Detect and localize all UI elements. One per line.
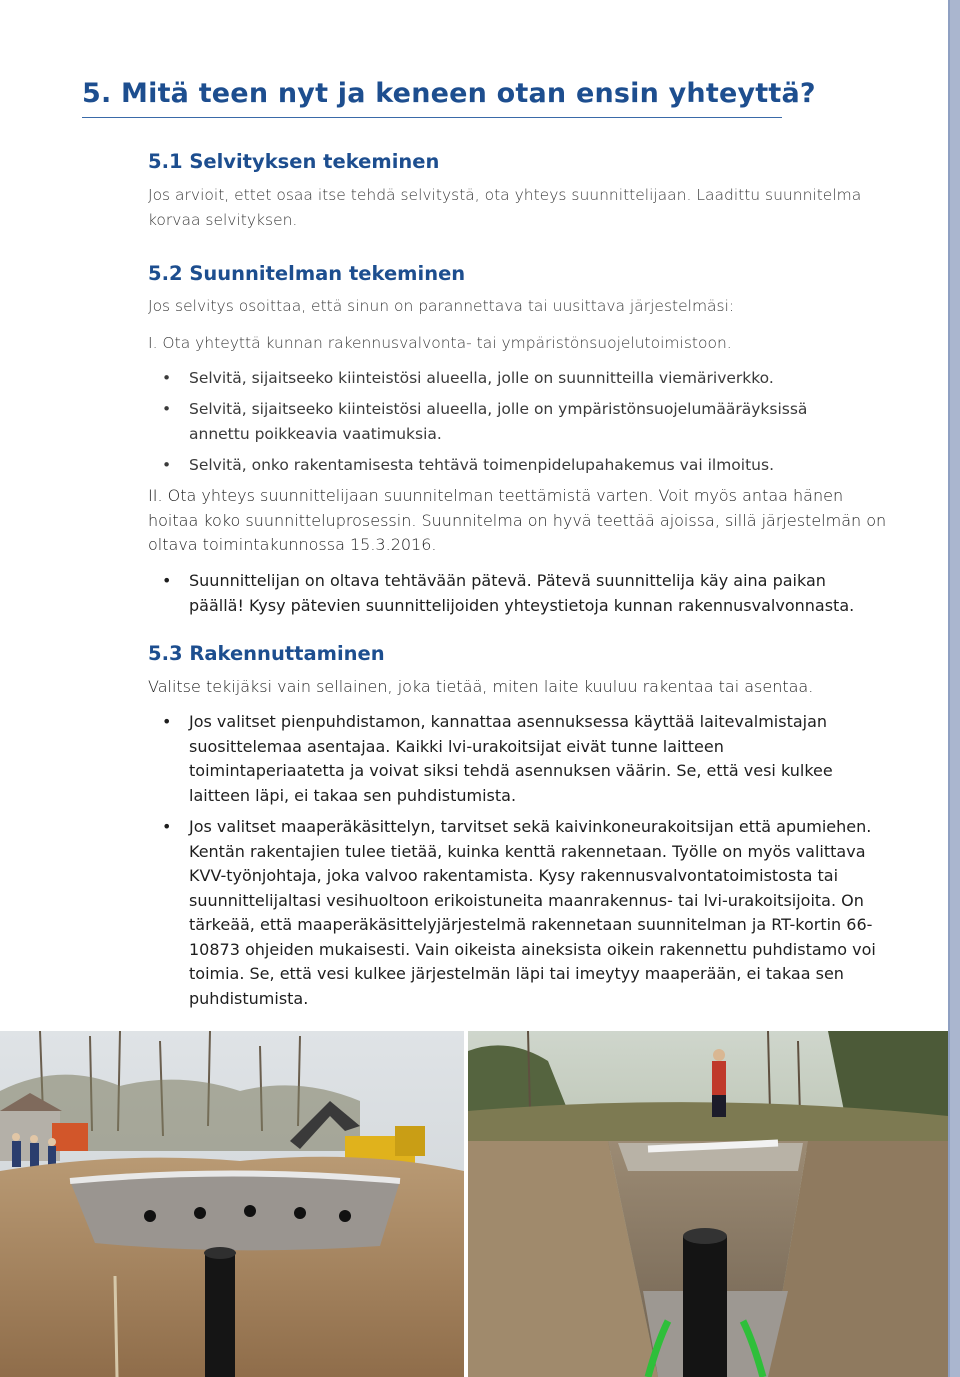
section-5-2-heading: 5.2 Suunnitelman tekeminen xyxy=(148,262,466,285)
section-5-3-heading: 5.3 Rakennuttaminen xyxy=(148,642,385,665)
list-item: • Selvitä, sijaitseeko kiinteistösi alueella, jolle on ympäristönsuojelumääräyksissä annettu poikkeavia vaatimuksia. xyxy=(148,397,828,447)
list-item: • Selvitä, onko rakentamisesta tehtävä toimenpidelupahakemus vai ilmoitus. xyxy=(148,453,888,478)
section-5-2-intro: Jos selvitys osoittaa, että sinun on parannettava tai uusittava järjestelmäsi: xyxy=(148,297,735,315)
list-item: • Jos valitset maaperäkäsittelyn, tarvitset sekä kaivinkoneurakoitsijan että apumiehen. Kentän rakentajien tulee tietää, kuinka kenttä rakennetaan. Työlle on myös valittava KVV-työnjohtaja, joka valvoo rakentamista. Kysy rakennusvalvontatoimistosta tai suunnittelijaltasi vesihuoltoon erikoistuneita maanrakennus- tai lvi-urakoitsijoita. On tärkeää, että maaperäkäsittelyjärjestelmä rakennetaan suunnitelman ja RT-kortin 66-10873 ohjeiden mukaisesti. Vain oikeista aineksista oikein rakennettu puhdistamo voi toimia. Se, että vesi kulkee järjestelmän läpi tai imeytyy maaperään, ei takaa sen puhdistumista. xyxy=(162,817,876,1008)
bullet-icon: • xyxy=(162,400,172,418)
list-item: • Suunnittelijan on oltava tehtävään pätevä. Pätevä suunnittelija käy aina paikan päällä! Kysy pätevien suunnittelijoiden yhteystietoja kunnan rakennusvalvonnasta. xyxy=(162,571,855,615)
list-item: • Selvitä, sijaitseeko kiinteistösi alueella, jolle on suunnitteilla viemäriverkko. xyxy=(148,366,888,391)
section-5-1-heading: 5.1 Selvityksen tekeminen xyxy=(148,150,440,173)
side-color-stripe xyxy=(950,0,960,1377)
construction-site-photo xyxy=(0,1031,464,1377)
section-5-3-intro: Valitse tekijäksi vain sellainen, joka tietää, miten laite kuuluu rakentaa tai asentaa. xyxy=(148,677,814,696)
bullet-icon: • xyxy=(162,571,172,590)
section-5-2-step-1: I. Ota yhteyttä kunnan rakennusvalvonta- tai ympäristönsuojelutoimistoon. xyxy=(148,334,732,352)
bullet-icon: • xyxy=(162,712,172,731)
trench-pipe-photo xyxy=(468,1031,948,1377)
list-item: • Jos valitset pienpuhdistamon, kannattaa asennuksessa käyttää laitevalmistajan suosittelemaa asentajaa. Kaikki lvi-urakoitsijat eivät tunne laitteen toimintaperiaatetta ja voivat siksi tehdä asennuksen väärin. Se, että vesi kulkee laitteen läpi, ei takaa sen puhdistumista. xyxy=(162,712,833,805)
bullet-icon: • xyxy=(162,456,172,474)
page-title: 5. Mitä teen nyt ja keneen otan ensin yhteyttä? xyxy=(82,78,782,118)
bullet-icon: • xyxy=(162,817,172,836)
section-5-2-step-2: II. Ota yhteys suunnittelijaan suunnitelman teettämistä varten. Voit myös antaa hänen hoitaa koko suunnitteluprosessin. Suunnitelma on hyvä teettää ajoissa, sillä järjestelmän on oltava toimintakunnossa 15.3.2016. xyxy=(148,486,887,554)
bullet-icon: • xyxy=(162,369,172,387)
section-5-1-text: Jos arvioit, ettet osaa itse tehdä selvitystä, ota yhteys suunnittelijaan. Laadittu suunnitelma korvaa selvityksen. xyxy=(148,186,862,229)
